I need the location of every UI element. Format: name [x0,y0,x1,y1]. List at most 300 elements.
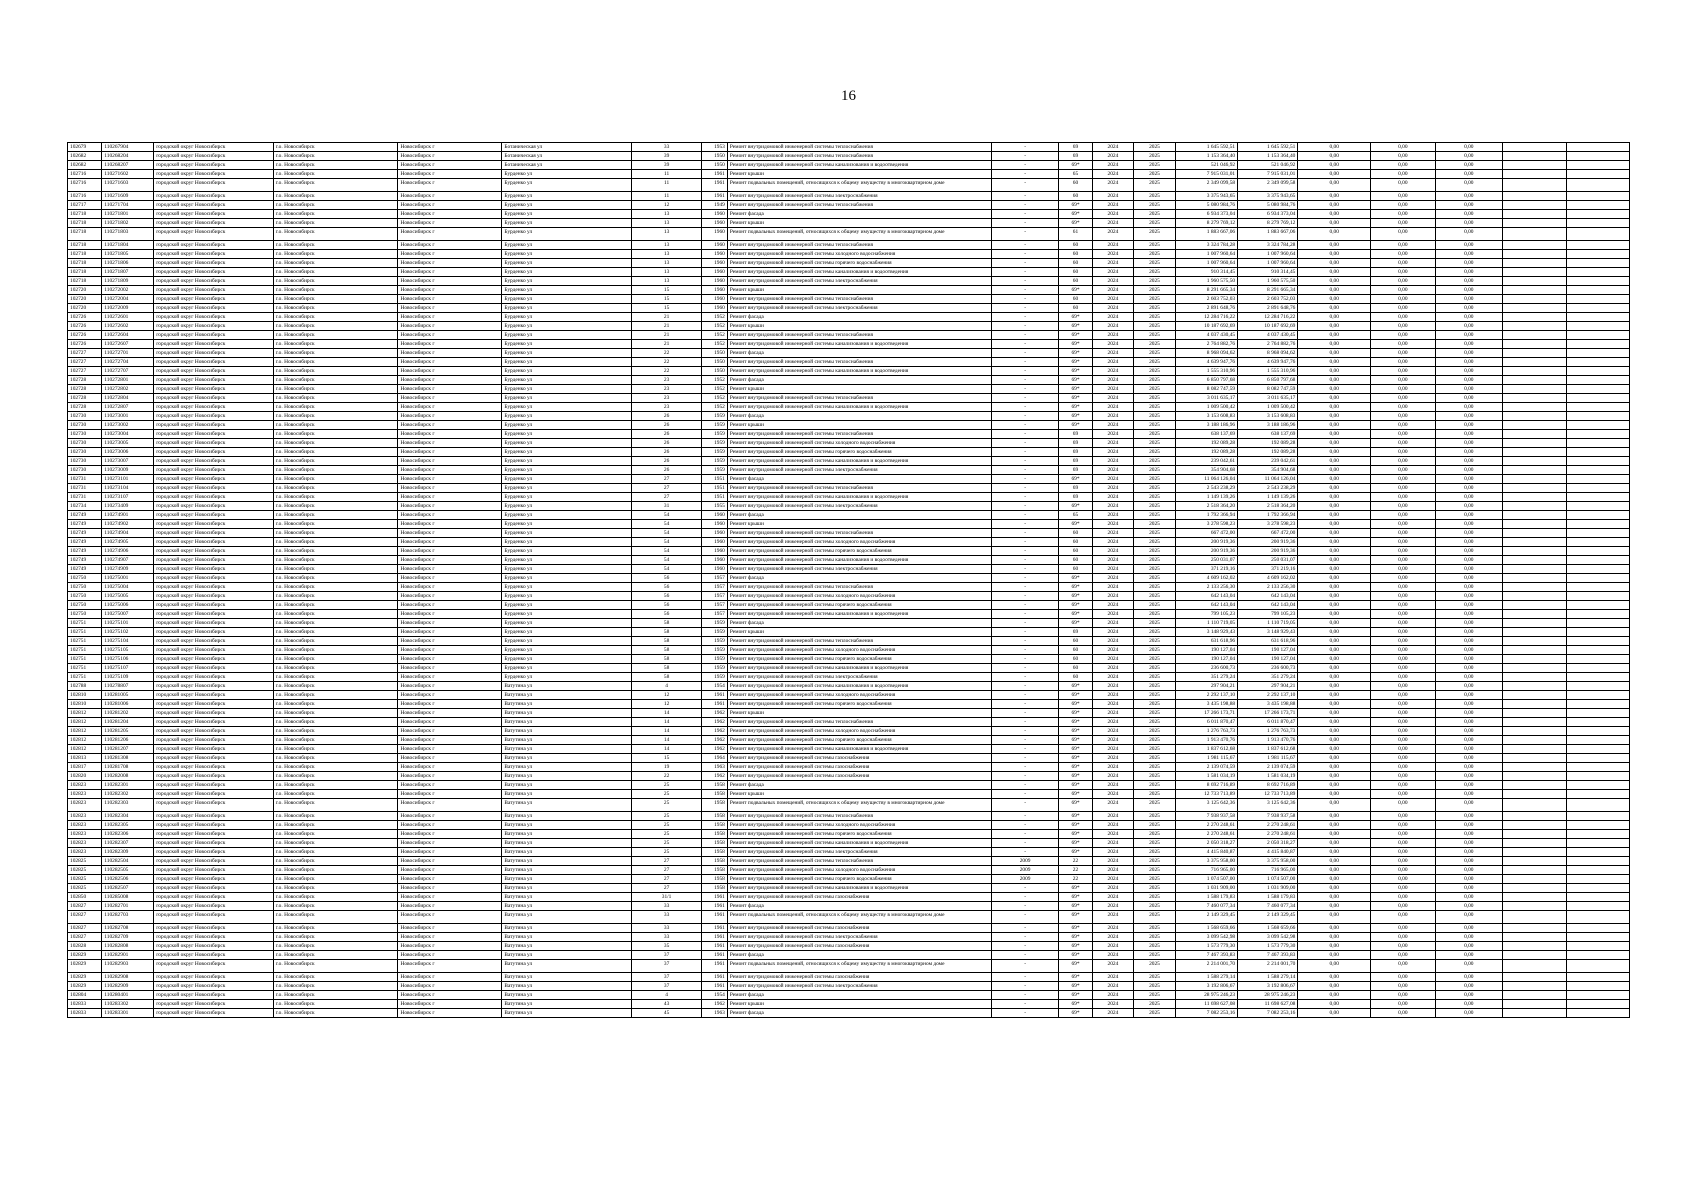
table-cell: 0,00 [1435,866,1503,875]
table-cell: Бурденко ул [502,304,632,313]
table-cell: - [991,421,1059,430]
table-cell: 2024 [1092,520,1134,529]
empty-cell [1567,911,1630,924]
table-cell: 2025 [1134,933,1176,942]
table-cell: 110274907 [102,556,154,565]
table-cell: Ватутина ул [502,991,632,1000]
table-cell: 2024 [1092,322,1134,331]
table-cell: Бурденко ул [502,340,632,349]
table-cell: 110282908 [102,973,154,982]
table-cell: 2025 [1134,848,1176,857]
table-cell: 2 139 074,59 [1175,763,1237,772]
table-cell: 1 149 139,26 [1238,493,1298,502]
table-cell: 1961 [701,960,727,973]
table-cell: Бурденко ул [502,601,632,610]
table-cell: - [991,655,1059,664]
table-cell: 2025 [1134,718,1176,727]
table-cell: Ремонт внутридомовой инженерной системы электроснабжения [727,848,991,857]
table-cell: 1954 [701,991,727,1000]
empty-cell [1567,973,1630,982]
table-cell: 37 [632,973,702,982]
empty-cell [1503,430,1567,439]
table-cell: 0,00 [1298,727,1371,736]
table-cell: 31/1 [632,893,702,902]
empty-cell [1503,754,1567,763]
table-row [68,331,1630,340]
table-cell: 0,00 [1298,421,1371,430]
table-cell: 0,00 [1298,210,1371,219]
table-cell: - [991,210,1059,219]
table-cell: 11 064 126,04 [1238,475,1298,484]
table-cell: 0,00 [1435,1000,1503,1009]
table-cell: Новосибирск г [398,143,502,152]
table-cell: Ремонт внутридомовой инженерной системы электроснабжения [727,466,991,475]
table-row [68,812,1630,821]
table-row [68,170,1630,179]
table-cell: Ремонт внутридомовой инженерной системы горячего водоснабжения [727,700,991,709]
table-cell: 0,00 [1435,1009,1503,1018]
table-cell: 2025 [1134,228,1176,241]
table-cell: 39 [632,152,702,161]
table-cell: 354 904,68 [1238,466,1298,475]
table-cell: Ремонт крыши [727,790,991,799]
table-cell: 110281006 [102,700,154,709]
table-cell: 1959 [701,448,727,457]
table-cell: 69* [1059,376,1092,385]
table-cell: 2025 [1134,1009,1176,1018]
table-cell: 0,00 [1298,866,1371,875]
table-cell: 102825 [68,866,102,875]
capital-repair-register-table [67,142,1630,1018]
table-cell: Новосибирск г [398,790,502,799]
table-cell: 110272701 [102,349,154,358]
table-cell: 37 [632,960,702,973]
table-cell: 102823 [68,821,102,830]
table-cell: 22 [632,367,702,376]
table-cell: 6 011 870,47 [1238,718,1298,727]
table-cell: 102727 [68,349,102,358]
table-cell: Бурденко ул [502,646,632,655]
table-cell: - [991,745,1059,754]
table-cell: 54 [632,520,702,529]
table-cell: 69* [1059,884,1092,893]
table-cell: 2024 [1092,610,1134,619]
table-cell: 1961 [701,951,727,960]
table-cell: 1950 [701,358,727,367]
table-cell: 56 [632,610,702,619]
empty-cell [1567,331,1630,340]
empty-cell [1503,219,1567,228]
table-cell: 351 279,24 [1175,673,1237,682]
table-cell: 2024 [1092,439,1134,448]
table-cell: 716 965,00 [1238,866,1298,875]
table-cell: - [991,170,1059,179]
table-cell: Ремонт внутридомовой инженерной системы канализования и водоотведения [727,493,991,502]
table-cell: 2025 [1134,821,1176,830]
table-cell: Ватутина ул [502,1009,632,1018]
table-cell: Бурденко ул [502,394,632,403]
table-row [68,143,1630,152]
table-cell: 0,00 [1298,547,1371,556]
table-cell: 60 [1059,646,1092,655]
table-cell: Ремонт внутридомовой инженерной системы канализования и водоотведения [727,457,991,466]
table-cell: 0,00 [1298,754,1371,763]
table-cell: 0,00 [1298,884,1371,893]
table-cell: 27 [632,884,702,893]
empty-cell [1503,583,1567,592]
table-cell: 1 007 960,64 [1238,259,1298,268]
empty-cell [1503,228,1567,241]
empty-cell [1503,1000,1567,1009]
table-cell: 0,00 [1371,250,1435,259]
table-cell: городской округ Новосибирск [154,322,274,331]
table-cell: 3 278 598,23 [1238,520,1298,529]
table-cell: 3 153 608,83 [1175,412,1237,421]
table-cell: Бурденко ул [502,574,632,583]
table-cell: 1952 [701,340,727,349]
table-cell: Ремонт внутридомовой инженерной системы канализования и водоотведения [727,161,991,170]
table-cell: городской округ Новосибирск [154,179,274,192]
table-cell: городской округ Новосибирск [154,1009,274,1018]
table-cell: 1960 [701,241,727,250]
table-cell: 110281708 [102,763,154,772]
table-cell: 1954 [701,682,727,691]
table-cell: 0,00 [1298,439,1371,448]
table-cell: 1960 [701,295,727,304]
table-cell: 60 [1059,241,1092,250]
empty-cell [1567,502,1630,511]
table-cell: 0,00 [1435,259,1503,268]
table-cell: г.о. Новосибирск [273,830,398,839]
table-cell: 26 [632,448,702,457]
table-cell: 0,00 [1371,727,1435,736]
table-cell: 69* [1059,421,1092,430]
table-cell: 110268204 [102,152,154,161]
table-cell: 14 [632,727,702,736]
empty-cell [1503,304,1567,313]
table-cell: Ремонт внутридомовой инженерной системы теплоснабжения [727,718,991,727]
table-cell: 0,00 [1435,973,1503,982]
empty-cell [1503,933,1567,942]
table-row [68,192,1630,201]
table-cell: Ватутина ул [502,942,632,951]
table-cell: 0,00 [1298,484,1371,493]
table-cell: 0,00 [1435,457,1503,466]
table-cell: 642 143,04 [1238,592,1298,601]
table-cell: 60 [1059,538,1092,547]
table-cell: 2024 [1092,700,1134,709]
table-cell: 0,00 [1435,511,1503,520]
table-cell: 2024 [1092,821,1134,830]
table-cell: 69* [1059,991,1092,1000]
table-cell: - [991,1009,1059,1018]
table-cell: г.о. Новосибирск [273,376,398,385]
table-cell: 1 960 575,50 [1238,277,1298,286]
table-cell: 60 [1059,192,1092,201]
table-row [68,884,1630,893]
table-cell: городской округ Новосибирск [154,475,274,484]
table-cell: 0,00 [1298,529,1371,538]
table-cell: 0,00 [1435,340,1503,349]
table-row [68,857,1630,866]
table-cell: 102812 [68,718,102,727]
table-cell: 0,00 [1371,973,1435,982]
table-cell: городской округ Новосибирск [154,718,274,727]
table-cell: 37 [632,951,702,960]
table-cell: 11 [632,192,702,201]
table-cell: 0,00 [1435,583,1503,592]
table-cell: 0,00 [1298,259,1371,268]
table-cell: Новосибирск г [398,403,502,412]
table-cell: 2025 [1134,790,1176,799]
table-cell: городской округ Новосибирск [154,286,274,295]
table-cell: 69 [1059,457,1092,466]
table-cell: 69 [1059,628,1092,637]
table-cell: 0,00 [1371,170,1435,179]
table-cell: городской округ Новосибирск [154,241,274,250]
table-cell: 0,00 [1435,493,1503,502]
table-cell: 110282504 [102,857,154,866]
table-cell: г.о. Новосибирск [273,313,398,322]
table-cell: 102718 [68,268,102,277]
table-cell: 1959 [701,646,727,655]
table-cell: 631 618,96 [1238,637,1298,646]
table-cell: 110282505 [102,866,154,875]
table-cell: 297 904,21 [1238,682,1298,691]
table-cell: Новосибирск г [398,745,502,754]
table-cell: - [991,179,1059,192]
table-cell: 1952 [701,313,727,322]
table-cell: 1951 [701,493,727,502]
table-cell: 110271809 [102,277,154,286]
table-cell: Ремонт внутридомовой инженерной системы холодного водоснабжения [727,691,991,700]
table-cell: 0,00 [1371,219,1435,228]
empty-cell [1503,152,1567,161]
table-cell: 69* [1059,933,1092,942]
table-cell: 1960 [701,250,727,259]
table-cell: 39 [632,161,702,170]
table-cell: 0,00 [1298,592,1371,601]
table-cell: 110272804 [102,394,154,403]
table-cell: 0,00 [1435,781,1503,790]
table-cell: 56 [632,574,702,583]
table-cell: г.о. Новосибирск [273,673,398,682]
table-cell: 110271801 [102,210,154,219]
table-cell: Ватутина ул [502,866,632,875]
table-cell: 102718 [68,250,102,259]
table-cell: 1961 [701,911,727,924]
table-cell: 0,00 [1298,637,1371,646]
table-row [68,313,1630,322]
table-cell: 2025 [1134,628,1176,637]
table-cell: 1958 [701,884,727,893]
table-cell: 102731 [68,475,102,484]
table-cell: - [991,1000,1059,1009]
table-cell: 2024 [1092,529,1134,538]
table-cell: - [991,565,1059,574]
empty-cell [1503,718,1567,727]
table-cell: 110282709 [102,933,154,942]
table-cell: 28 975 246,23 [1175,991,1237,1000]
table-cell: - [991,493,1059,502]
table-cell: 110271602 [102,170,154,179]
table-cell: Бурденко ул [502,529,632,538]
table-cell: 6 934 373,04 [1238,210,1298,219]
table-cell: 1958 [701,790,727,799]
table-cell: 43 [632,1000,702,1009]
table-cell: г.о. Новосибирск [273,601,398,610]
table-cell: 110278807 [102,682,154,691]
table-row [68,691,1630,700]
table-cell: 1 913 470,76 [1175,736,1237,745]
table-cell: 27 [632,866,702,875]
table-cell: 0,00 [1298,973,1371,982]
table-cell: 33 [632,911,702,924]
table-cell: 2 270 248,61 [1175,821,1237,830]
table-cell: 1959 [701,637,727,646]
table-cell: 0,00 [1298,911,1371,924]
table-cell: 0,00 [1371,286,1435,295]
table-cell: 69* [1059,951,1092,960]
table-cell: 69* [1059,830,1092,839]
table-cell: 2024 [1092,250,1134,259]
table-cell: г.о. Новосибирск [273,664,398,673]
table-cell: 14 [632,718,702,727]
table-cell: 110275105 [102,646,154,655]
empty-cell [1567,340,1630,349]
table-row [68,960,1630,973]
table-cell: 0,00 [1371,628,1435,637]
table-cell: 1964 [701,754,727,763]
table-cell: городской округ Новосибирск [154,295,274,304]
table-cell: - [991,502,1059,511]
empty-cell [1503,736,1567,745]
table-cell: - [991,821,1059,830]
table-cell: Новосибирск г [398,933,502,942]
table-cell: 0,00 [1371,610,1435,619]
table-cell: 2025 [1134,709,1176,718]
table-cell: 2024 [1092,241,1134,250]
table-cell: 2024 [1092,574,1134,583]
table-cell: 1953 [701,143,727,152]
table-cell: 69* [1059,403,1092,412]
table-cell: 0,00 [1435,430,1503,439]
table-cell: 0,00 [1298,960,1371,973]
table-cell: 1 110 719,05 [1175,619,1237,628]
empty-cell [1503,277,1567,286]
table-cell: 8 692 716,89 [1238,781,1298,790]
table-cell: 110281206 [102,736,154,745]
table-cell: 0,00 [1435,295,1503,304]
table-cell: 2 349 099,58 [1175,179,1237,192]
table-cell: Ремонт фасада [727,475,991,484]
empty-cell [1567,152,1630,161]
table-cell: г.о. Новосибирск [273,875,398,884]
table-cell: 54 [632,529,702,538]
table-cell: 110282507 [102,884,154,893]
table-cell: Ремонт внутридомовой инженерной системы горячего водоснабжения [727,875,991,884]
table-cell: 0,00 [1371,942,1435,951]
empty-cell [1503,475,1567,484]
table-cell: 239 042,61 [1238,457,1298,466]
table-row [68,619,1630,628]
table-cell: 2025 [1134,322,1176,331]
table-cell: 0,00 [1298,1000,1371,1009]
table-cell: 27 [632,493,702,502]
table-cell: 2 764 882,76 [1175,340,1237,349]
table-cell: 2024 [1092,538,1134,547]
table-cell: 110282302 [102,790,154,799]
table-cell: 1957 [701,610,727,619]
table-cell: Ботаническая ул [502,152,632,161]
empty-cell [1503,201,1567,210]
table-cell: Ремонт крыши [727,385,991,394]
table-cell: 15 [632,754,702,763]
table-cell: 2024 [1092,902,1134,911]
table-cell: Ремонт подвальных помещений, относящихся к общему имуществу в многоквартирном доме [727,911,991,924]
table-cell: 0,00 [1435,592,1503,601]
table-cell: 13 [632,241,702,250]
table-cell: Бурденко ул [502,358,632,367]
table-cell: 65 [1059,511,1092,520]
table-cell: 110275004 [102,583,154,592]
empty-cell [1567,358,1630,367]
table-cell: 0,00 [1298,718,1371,727]
table-cell: г.о. Новосибирск [273,484,398,493]
table-cell: г.о. Новосибирск [273,286,398,295]
table-cell: городской округ Новосибирск [154,700,274,709]
table-cell: 102750 [68,574,102,583]
table-cell: 1950 [701,349,727,358]
table-cell: 7 915 031,01 [1175,170,1237,179]
table-cell: г.о. Новосибирск [273,866,398,875]
table-cell: 3 153 608,83 [1238,412,1298,421]
table-cell: Новосибирск г [398,502,502,511]
table-cell: Ремонт внутридомовой инженерной системы горячего водоснабжения [727,601,991,610]
table-cell: 2024 [1092,664,1134,673]
table-cell: 14 [632,736,702,745]
table-cell: 110275007 [102,610,154,619]
table-cell: Новосибирск г [398,610,502,619]
table-row [68,682,1630,691]
table-cell: 2025 [1134,655,1176,664]
table-cell: 1 581 034,19 [1175,772,1237,781]
table-cell: 12 284 716,22 [1238,313,1298,322]
table-cell: 1961 [701,192,727,201]
empty-cell [1567,219,1630,228]
table-cell: Бурденко ул [502,610,632,619]
table-cell: городской округ Новосибирск [154,646,274,655]
table-cell: 2024 [1092,933,1134,942]
table-cell: 0,00 [1298,839,1371,848]
table-cell: 0,00 [1298,143,1371,152]
table-cell: 102812 [68,736,102,745]
table-cell: 1961 [701,933,727,942]
table-cell: г.о. Новосибирск [273,790,398,799]
table-cell: 2024 [1092,718,1134,727]
table-cell: - [991,286,1059,295]
table-cell: 2025 [1134,866,1176,875]
table-cell: 0,00 [1371,358,1435,367]
table-cell: Новосибирск г [398,902,502,911]
table-cell: 2025 [1134,592,1176,601]
table-cell: 110275107 [102,664,154,673]
table-cell: Новосибирск г [398,547,502,556]
table-cell: 0,00 [1298,179,1371,192]
table-cell: Новосибирск г [398,942,502,951]
table-cell: 23 [632,403,702,412]
table-cell: 11 698 627,08 [1175,1000,1237,1009]
